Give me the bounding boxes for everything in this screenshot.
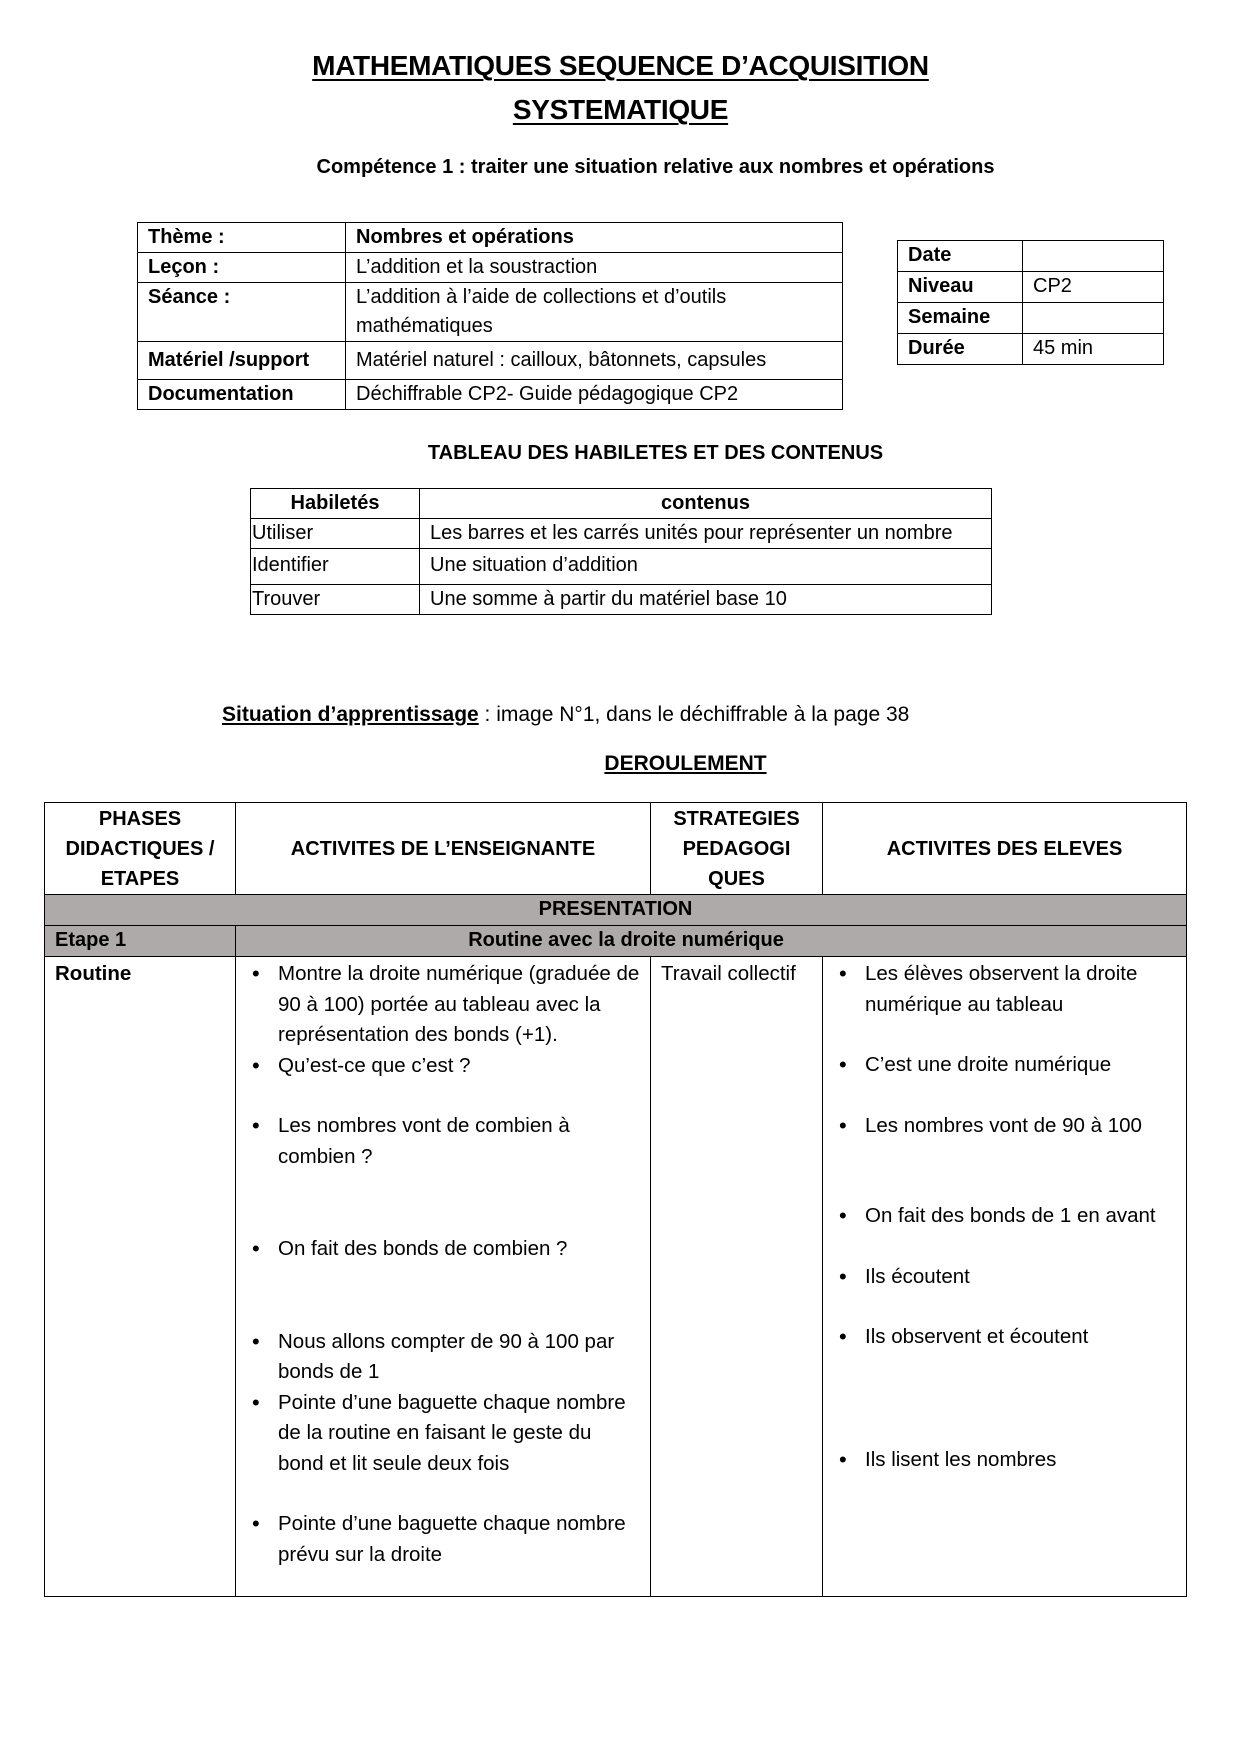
routine-row [45, 957, 1187, 1597]
competence-heading: Compétence 1 : traiter une situation relative aux nombres et opérations [316, 156, 995, 178]
side-row-niveau [898, 272, 1164, 303]
habilete-cell: Identifier [251, 549, 420, 585]
phase-cell: Routine [45, 957, 236, 1597]
info-row-lecon [138, 253, 843, 283]
deroulement-header-row [45, 803, 1187, 895]
info-row-documentation [138, 380, 843, 410]
info-row-theme [138, 223, 843, 253]
contenu-cell: Une somme à partir du matériel base 10 [420, 585, 992, 615]
column-header-strategies: STRATEGIES PEDAGOGI QUES [651, 803, 823, 895]
deroulement-table [44, 802, 1187, 1597]
strategie-cell: Travail collectif [651, 957, 823, 1597]
lesson-info-table [137, 222, 843, 410]
schedule-info-table [897, 240, 1164, 365]
list-item: • Ils observent et écoutent [865, 1322, 1176, 1353]
list-item: • Nous allons compter de 90 à 100 par bonds de 1 [278, 1327, 640, 1388]
document-title-line2: SYSTEMATIQUE [512, 94, 729, 125]
list-item: • Ils écoutent [865, 1262, 1176, 1293]
side-row-duree [898, 334, 1164, 365]
habilete-cell: Trouver [251, 585, 420, 615]
info-label: Thème : [138, 223, 346, 253]
column-header-contenus: contenus [420, 489, 992, 519]
info-label: Documentation [138, 380, 346, 410]
habiletes-table [250, 488, 992, 615]
info-value: L’addition et la soustraction [346, 253, 843, 283]
side-value: CP2 [1023, 272, 1164, 303]
info-value: Matériel naturel : cailloux, bâtonnets, capsules [346, 342, 843, 380]
side-label: Durée [898, 334, 1023, 365]
list-item: • Montre la droite numérique (graduée de 90 à 100) portée au tableau avec la représentation des bonds (+1). [278, 959, 640, 1051]
side-value: 45 min [1023, 334, 1164, 365]
etape-band [45, 926, 1187, 957]
presentation-band [45, 895, 1187, 926]
habiletes-header-row [251, 489, 992, 519]
info-row-seance [138, 283, 843, 342]
etape-label: Etape 1 [45, 926, 236, 957]
enseignante-activities-cell [236, 957, 651, 1597]
info-label: Matériel /support [138, 342, 346, 380]
column-header-phases: PHASES DIDACTIQUES / ETAPES [45, 803, 236, 895]
info-value: L’addition à l’aide de collections et d’outils mathématiques [346, 283, 843, 342]
habiletes-row [251, 549, 992, 585]
deroulement-title: DEROULEMENT [604, 752, 767, 775]
enseignante-activity-list [246, 959, 640, 1570]
habiletes-section-title: TABLEAU DES HABILETES ET DES CONTENUS [427, 442, 884, 464]
situation-text: : image N°1, dans le déchiffrable à la page 38 [478, 703, 910, 726]
column-header-enseignante: ACTIVITES DE L’ENSEIGNANTE [236, 803, 651, 895]
list-item: • Ils lisent les nombres [865, 1445, 1176, 1476]
info-value: Nombres et opérations [346, 223, 843, 253]
info-label: Séance : [138, 283, 346, 342]
side-row-date [898, 241, 1164, 272]
list-item: • Pointe d’une baguette chaque nombre de la routine en faisant le geste du bond et lit seule deux fois [278, 1388, 640, 1480]
column-header-habiletes: Habiletés [251, 489, 420, 519]
etape-title: Routine avec la droite numérique [236, 926, 1187, 957]
eleves-activities-cell [823, 957, 1187, 1597]
contenu-cell: Les barres et les carrés unités pour représenter un nombre [420, 519, 992, 549]
list-item: • On fait des bonds de combien ? [278, 1234, 640, 1265]
side-value [1023, 303, 1164, 334]
side-row-semaine [898, 303, 1164, 334]
eleves-activity-list [833, 959, 1176, 1475]
habiletes-row [251, 585, 992, 615]
list-item: • Les élèves observent la droite numérique au tableau [865, 959, 1176, 1020]
habiletes-row [251, 519, 992, 549]
list-item: • Pointe d’une baguette chaque nombre prévu sur la droite [278, 1509, 640, 1570]
document-title-line1: MATHEMATIQUES SEQUENCE D’ACQUISITION [312, 50, 929, 81]
side-label: Date [898, 241, 1023, 272]
contenu-cell: Une situation d’addition [420, 549, 992, 585]
list-item: • On fait des bonds de 1 en avant [865, 1201, 1176, 1232]
column-header-eleves: ACTIVITES DES ELEVES [823, 803, 1187, 895]
habilete-cell: Utiliser [251, 519, 420, 549]
situation-apprentissage [222, 703, 909, 727]
side-label: Semaine [898, 303, 1023, 334]
info-row-materiel [138, 342, 843, 380]
presentation-label: PRESENTATION [45, 895, 1187, 926]
list-item: • Les nombres vont de combien à combien ? [278, 1111, 640, 1172]
info-value: Déchiffrable CP2- Guide pédagogique CP2 [346, 380, 843, 410]
list-item: • Les nombres vont de 90 à 100 [865, 1111, 1176, 1142]
list-item: • Qu’est-ce que c’est ? [278, 1051, 640, 1082]
list-item: • C’est une droite numérique [865, 1050, 1176, 1081]
situation-label: Situation d’apprentissage [222, 703, 479, 726]
info-label: Leçon : [138, 253, 346, 283]
side-label: Niveau [898, 272, 1023, 303]
side-value [1023, 241, 1164, 272]
